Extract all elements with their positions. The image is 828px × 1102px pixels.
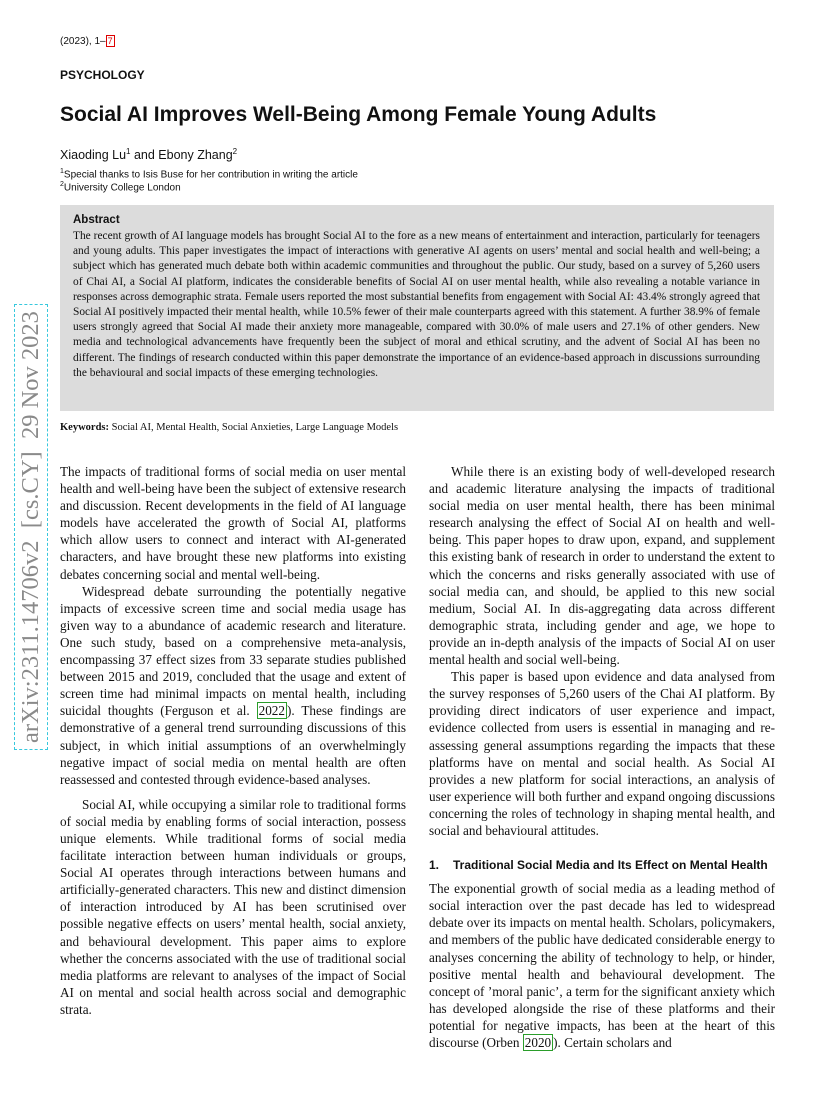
author-joiner: and [130,148,159,163]
paragraph-text: The exponential growth of social media as a leading method of social interaction over the past decade has led to widespread debate over its impacts on mental health. Scholars, policymakers, and members of the public have dedicated considerable energy to analyses concerning the ability of technology to help, or hinder, positive mental health and behavioural development. The concept of ’moral panic’, a term for the significant anxiety which has developed alongside the rise of these platforms and their potential for negative impacts, has been at the heart of this discourse (Orben [429,881,775,1050]
paragraph-text: ). Certain scholars and [553,1035,672,1050]
author-name: Ebony Zhang [158,148,233,163]
author-list [60,147,237,162]
arxiv-stamp[interactable]: arXiv:2311.14706v2 [cs.CY] 29 Nov 2023 [14,304,48,750]
paper-title: Social AI Improves Well-Being Among Female Young Adults [60,103,657,126]
abstract-heading: Abstract [73,214,120,226]
body-paragraph: While there is an existing body of well-developed research and academic literature analysing the impacts of traditional social media on user mental health, there has been minimal research analysing the effect of Social AI on health and well-being. This paper hopes to draw upon, expand, and supplement this existing bank of research in order to understand the extent to which the concerns and risks generally associated with use of social media can, and should, be applied to this new social medium, Social AI. In dis-aggregating data across different demographic strata, including gender and age, we hope to provide an in-depth analysis of the impacts of Social AI on user mental health and social well-being. [429,464,775,668]
body-paragraph: Social AI, while occupying a similar role to traditional forms of social media by enabling forms of social interaction, possess unique elements. While traditional forms of social media facilitate interaction between human individuals or groups, Social AI operates through interactions between humans and artificially-generated characters. This new and distinct dimension of interaction introduced by AI has been scrutinised over possible negative effects on users’ mental health, social anxiety, and behavioural development. This paper aims to explore whether the concerns associated with the use of traditional social media platforms are relevant to analyses of the impact of Social AI on mental and social health across social and demographic strata. [60,796,406,1017]
paragraph-text: Widespread debate surrounding the potentially negative impacts of excessive screen time and social media usage has given way to a abundance of academic research and literature. One such study, based on a comprehensive meta-analysis, encompassing 37 effect sizes from 33 separate studies published between 2015 and 2019, concluded that the usage and extent of screen time had minimal impacts on mental health, including suicidal thoughts (Ferguson et al. [60,583,406,719]
body-paragraph: The impacts of traditional forms of social media on user mental health and well-being have been the subject of extensive research and discussion. Recent developments in the field of AI language models have accelerated the growth of Social AI, platforms which allow users to connect and interact with AI-generated characters, and have brought these new platforms into existing debates concerning social and mental well-being. [60,464,406,582]
section-heading [429,857,775,874]
author-mark: 1 [126,147,131,156]
affiliation [60,168,358,180]
abstract-box [60,205,774,411]
page-total-link[interactable]: 7 [107,36,113,46]
citation-link[interactable]: 2020 [524,1035,552,1050]
keywords [60,422,398,433]
citation-link[interactable]: 2022 [258,703,285,719]
author-name: Xiaoding Lu [60,148,127,163]
section-number: 1. [429,858,440,873]
affiliation-mark: 1 [60,168,64,175]
affiliation-text: Special thanks to Isis Buse for her contribution in writing the article [63,169,358,181]
body-paragraph: This paper is based upon evidence and data analysed from the survey responses of 5,260 users of the Chai AI platform. By providing direct indicators of user experience and impact, evidence collected from users is essential in managing and re-assessing general assumptions regarding the impacts that these platforms have on mental and social health. As Social AI provides a new platform for social interactions, an analysis of user experience will both further and expand ongoing discussions concerning the roles of technology in shaping mental health, and social and behavioural attitudes. [429,669,775,838]
keywords-text: Social AI, Mental Health, Social Anxieties, Large Language Models [111,422,399,433]
author-mark: 2 [232,147,238,156]
paragraph-text: ). These findings are demonstrative of a general trend surrounding discussions of this subject, in which initial assumptions of an overwhelmingly negative impact of social media on mental health are often reassessed and contested through evidence-based analyses. [60,703,406,787]
running-header [60,36,115,47]
category-label: PSYCHOLOGY [60,68,145,82]
abstract-text: The recent growth of AI language models has brought Social AI to the fore as a new means of entertainment and interaction, particularly for teenagers and young adults. This paper investigates the impact of interactions with generative AI agents on users’ mental and social health and well-being; a subject which has generated much debate both within academic communities and throughout the public. Our study, based on a survey of 5,260 users of Chai AI, a Social AI platform, indicates the considerable benefits of Social AI on user mental health, while also revealing a notable variance in responses across demographic strata. Female users reported the most substantial benefits from engagement with Social AI: 43.4% strongly agreed that Social AI positively impacted their mental health, while 10.5% fewer of their male counterparts agreed with this statement. A further 38.9% of female users strongly agreed that Social AI made their anxiety more manageable, compared with 30.0% of male users and 27.1% of other genders. New media and technological advancements have frequently been the subject of moral and ethical scrutiny, and the advent of Social AI has been no different. The findings of research conducted within this paper demonstrate the importance of an evidence-based approach in discussions surrounding the behavioural and social impacts of these emerging technologies. [73,230,760,379]
affiliation [60,181,181,193]
section-title: Traditional Social Media and Its Effect on Mental Health [453,858,768,873]
left-column [60,463,406,1018]
affiliation-text: University College London [63,182,181,194]
keywords-label: Keywords: [60,422,109,433]
body-paragraph [60,583,406,788]
right-column [429,463,775,1051]
journal-line: (2023), 1– [60,36,106,47]
body-paragraph [429,880,775,1051]
affiliation-mark: 2 [60,181,64,188]
